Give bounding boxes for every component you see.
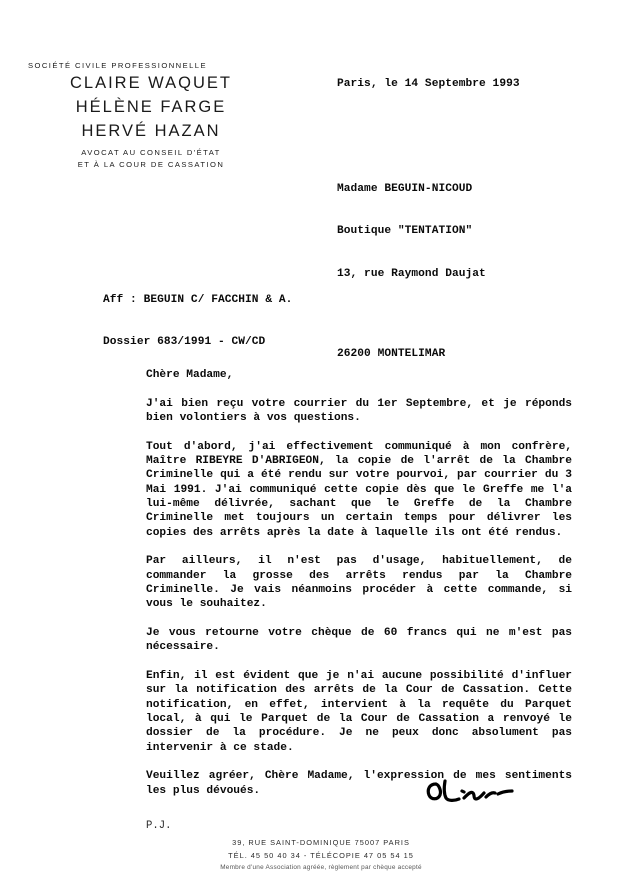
- case-reference-block: [103, 264, 292, 378]
- recipient-line-3: 13, rue Raymond Daujat: [337, 268, 486, 281]
- recipient-line-2: Boutique "TENTATION": [337, 225, 473, 238]
- recipient-line-1: Madame BEGUIN-NICOUD: [337, 182, 473, 195]
- date-line: Paris, le 14 Septembre 1993: [337, 78, 520, 90]
- signature-ink-icon: [424, 778, 524, 814]
- case-reference-dossier: Dossier 683/1991 - CW/CD: [103, 336, 266, 349]
- letterhead-qualification-line-1: AVOCAT AU CONSEIL D'ÉTAT: [81, 148, 221, 157]
- body-salutation: Chère Madame,: [146, 369, 234, 381]
- letter-body: [146, 368, 572, 798]
- page-footer: [0, 836, 642, 874]
- body-paragraph-3: Par ailleurs, il n'est pas d'usage, habituellement, de commander la grosse des arrêts rendus par la Chambre Criminelle. Je vais néanmoins procéder à cette commande, si vous le souhaitez.: [146, 555, 572, 611]
- body-paragraph-1: J'ai bien reçu votre courrier du 1er Septembre, et je réponds bien volontiers à vos questions.: [146, 397, 572, 424]
- body-spacer: [146, 382, 572, 396]
- footer-note: Membre d'une Association agréée, règlement par chèque accepté: [220, 864, 422, 871]
- attachments-label: P.J.: [146, 820, 172, 832]
- body-paragraph-4: Je vous retourne votre chèque de 60 francs qui ne m'est pas nécessaire.: [146, 627, 572, 654]
- footer-address: 39, RUE SAINT-DOMINIQUE 75007 PARIS: [232, 838, 410, 847]
- footer-phone: TÉL. 45 50 40 34 - TÉLÉCOPIE 47 05 54 15: [228, 851, 414, 860]
- body-spacer: [146, 655, 572, 669]
- case-reference-affair: Aff : BEGUIN C/ FACCHIN & A.: [103, 293, 293, 306]
- body-spacer: [146, 540, 572, 554]
- body-paragraph-2: Tout d'abord, j'ai effectivement communiqué à mon confrère, Maître RIBEYRE D'ABRIGEON, la copie de l'arrêt de la Chambre Criminelle qui a été rendu sur votre pourvoi, par courrier du 3 Mai 1991. J'ai communiqué cette copie dès que le Greffe me l'a lui-même délivrée, sachant que le Greffe de la Chambre Criminelle met toujours un certain temps pour délivrer les copies des arrêts après la date à laquelle ils ont été rendus.: [146, 440, 572, 539]
- body-spacer: [146, 755, 572, 769]
- handwritten-signature: [424, 778, 524, 814]
- letterhead-partner-name-3: HERVÉ HAZAN: [81, 122, 221, 140]
- letterhead: [26, 60, 276, 170]
- recipient-spacer: [337, 310, 486, 318]
- letterhead-societe: SOCIÉTÉ CIVILE PROFESSIONNELLE: [28, 61, 207, 70]
- recipient-city-line: 26200 MONTELIMAR: [337, 347, 446, 360]
- letterhead-qualification-line-2: ET À LA COUR DE CASSATION: [77, 159, 225, 169]
- body-spacer: [146, 425, 572, 439]
- body-closing: Veuillez agréer, Chère Madame, l'expression de mes sentiments les plus dévoués.: [146, 770, 572, 797]
- letterhead-partner-name-2: HÉLÈNE FARGE: [75, 98, 227, 116]
- body-paragraph-5: Enfin, il est évident que je n'ai aucune possibilité d'influer sur la notification des arrêts de la Cour de Cassation. Cette notification, en effet, intervient à la requête du Parquet local, à qui le Parquet de la Cour de Cassation a renvoyé le dossier de la procédure. Je ne peux donc absolument pas intervenir à ce stade.: [146, 669, 572, 754]
- letterhead-partner-name-1: CLAIRE WAQUET: [70, 74, 232, 92]
- recipient-address-block: [337, 153, 486, 390]
- body-spacer: [146, 612, 572, 626]
